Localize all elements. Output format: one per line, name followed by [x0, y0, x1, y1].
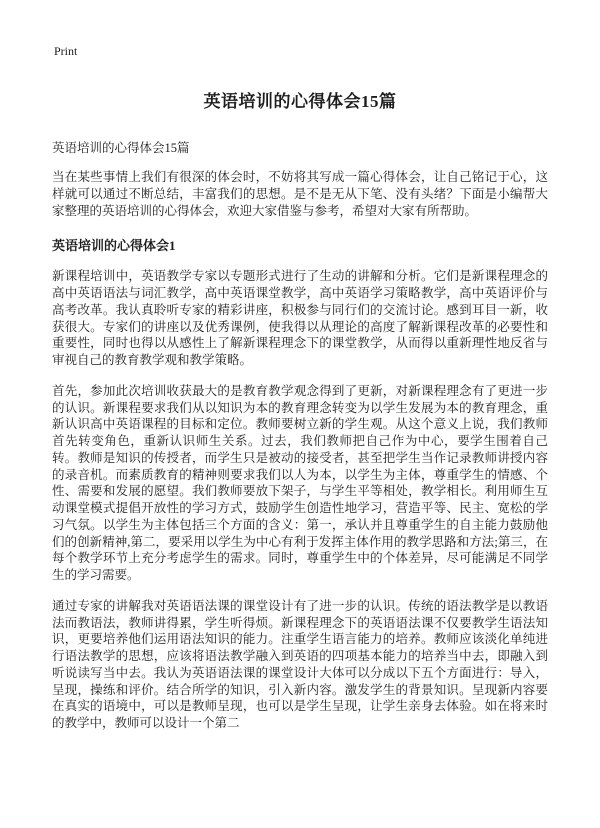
section-heading-1: 英语培训的心得体会1	[52, 238, 176, 254]
document-subtitle: 英语培训的心得体会15篇	[52, 141, 190, 155]
body-paragraph: 通过专家的讲解我对英语语法课的课堂设计有了进一步的认识。传统的语法教学是以教语法而教语法，教师讲得累，学生听得烦。新课程理念下的英语语法课不仅要教学生语法知识，更要培养他们运用语法知识的能力。注重学生语言能力的培养。教师应该淡化单纯进行语法教学的思想，应该将语法教学融入到英语的四项基本能力的培养当中去，即融入到听说读写当中去。我认为英语语法课的课堂设计大体可以分成以下五个方面进行：导入，呈现，操练和评价。结合所学的知识，引入新内容。激发学生的背景知识。呈现新内容要在真实的语境中，可以是教师呈现，也可以是学生呈现，让学生亲身去体验。如在将来时的教学中，教师可以设计一个第二	[52, 598, 548, 730]
print-link[interactable]: Print	[54, 44, 78, 58]
body-paragraph: 新课程培训中，英语教学专家以专题形式进行了生动的讲解和分析。它们是新课程理念的高中英语语法与词汇教学，高中英语课堂教学，高中英语学习策略教学，高中英语评价与高考改革。我认真聆听专家的精彩讲座，积极参与同行们的交流讨论。感到耳目一新，收获很大。专家们的讲座以及优秀课例，使我得以从理论的高度了解新课程改革的必要性和重要性，同时也得以从感性上了解新课程理念下的课堂教学，从而得以重新理性地反省与审视自己的教育教学观和教学策略。	[52, 269, 548, 367]
document-title: 英语培训的心得体会15篇	[203, 92, 397, 111]
body-paragraph: 首先，参加此次培训收获最大的是教育教学观念得到了更新，对新课程理念有了更进一步的认识。新课程要求我们从以知识为本的教育理念转变为以学生发展为本的教育理念，重新认识高中英语课程的目标和定位。教师要树立新的学生观。从这个意义上说，我们教师首先转变角色，重新认识师生关系。过去，我们教师把自己作为中心，要学生围着自己转。教师是知识的传授者，而学生只是被动的接受者，甚至把学生当作记录教师讲授内容的录音机。而素质教育的精神则要求我们以人为本，以学生为主体，尊重学生的情感、个性、需要和发展的愿望。我们教师要放下架子，与学生平等相处，教学相长。利用师生互动课堂模式提倡开放性的学习方式，鼓励学生创造性地学习，营造平等、民主、宽松的学习气氛。以学生为主体包括三个方面的含义：第一，承认并且尊重学生的自主能力鼓励他们的创新精神,第二，要采用以学生为中心有利于发挥主体作用的教学思路和方法;第三，在每个教学环节上充分考虑学生的需求。同时，尊重学生中的个体差异，尽可能满足不同学生的学习需要。	[52, 383, 548, 582]
intro-paragraph: 当在某些事情上我们有很深的体会时，不妨将其写成一篇心得体会，让自己铭记于心，这样就可以通过不断总结，丰富我们的思想。是不是无从下笔、没有头绪？下面是小编帮大家整理的英语培训的心得体会，欢迎大家借鉴与参考，希望对大家有所帮助。	[52, 170, 548, 218]
